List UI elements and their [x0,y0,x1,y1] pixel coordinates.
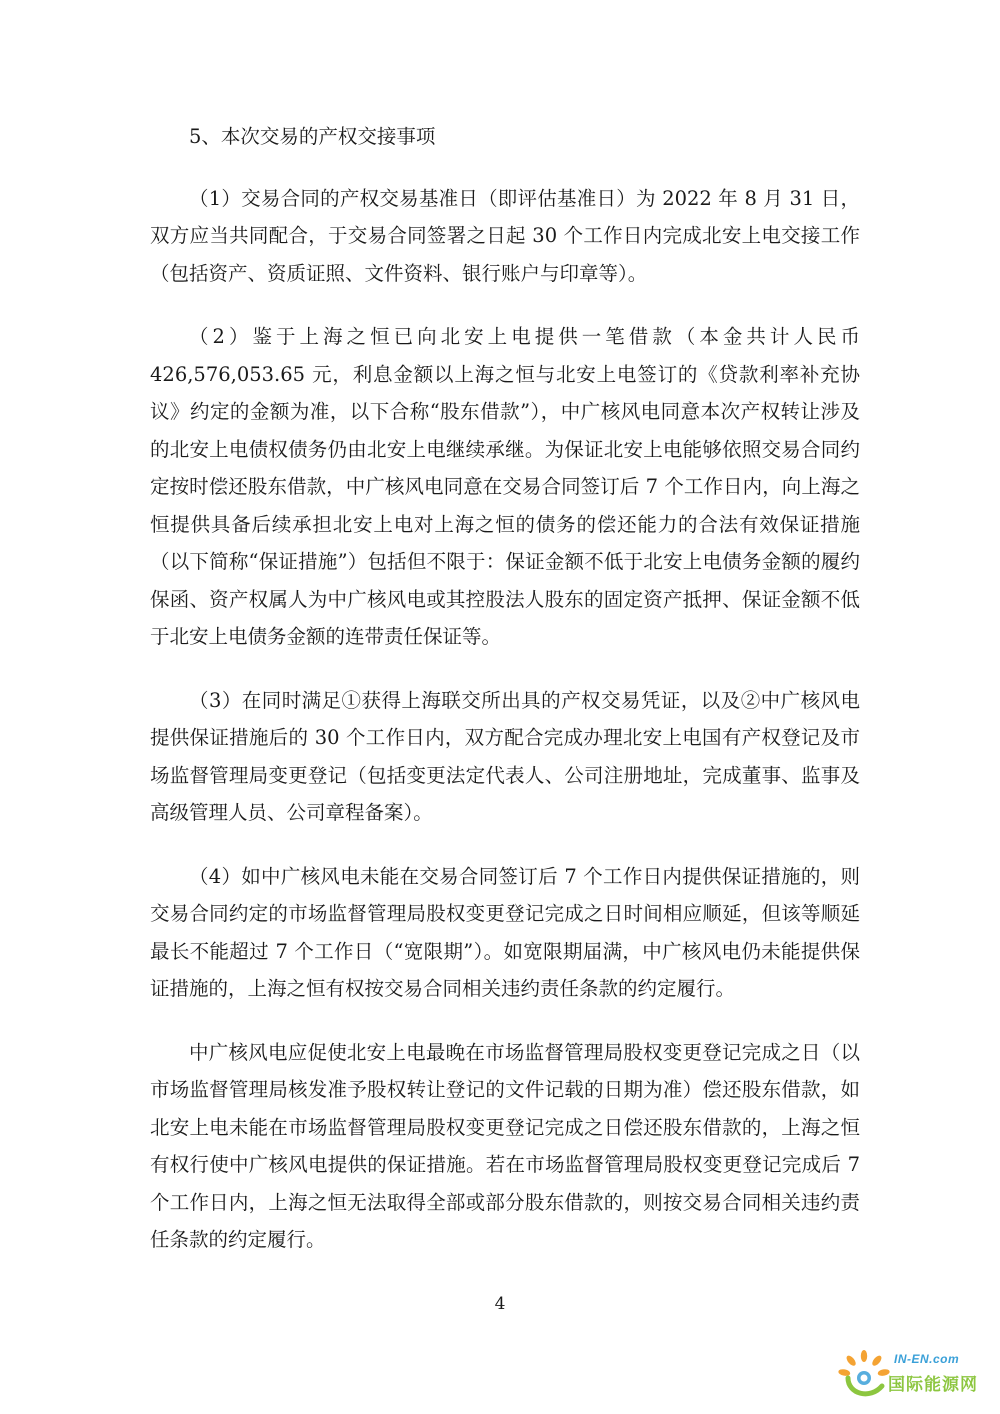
watermark-name: 国际能源网 [888,1375,978,1395]
watermark-site: IN-EN.com [894,1352,960,1366]
sun-flower-logo-icon [836,1348,892,1404]
document-body [150,118,860,1285]
section-heading: 5、本次交易的产权交接事项 [189,125,436,148]
paragraph-4: （4）如中广核风电未能在交易合同签订后 7 个工作日内提供保证措施的，则交易合同约定的市场监督管理局股权变更登记完成之日时间相应顺延，但该等顺延最长不能超过 7 个工作日（“宽限期”）。如宽限期届满，中广核风电仍未能提供保证措施的，上海之恒有权按交易合同相关违约责任条款的约定履行。 [150,864,860,1000]
paragraph-1: （1）交易合同的产权交易基准日（即评估基准日）为 2022 年 8 月 31 日，双方应当共同配合，于交易合同签署之日起 30 个工作日内完成北安上电交接工作（包括资产、资质证照、文件资料、银行账户与印章等）。 [150,186,860,285]
page-number: 4 [494,1294,506,1314]
paragraph-5: 中广核风电应促使北安上电最晚在市场监督管理局股权变更登记完成之日（以市场监督管理局核发准予股权转让登记的文件记载的日期为准）偿还股东借款，如北安上电未能在市场监督管理局股权变更登记完成之日偿还股东借款的，上海之恒有权行使中广核风电提供的保证措施。若在市场监督管理局股权变更登记完成后 7 个工作日内，上海之恒无法取得全部或部分股东借款的，则按交易合同相关违约责任条款的约定履行。 [150,1040,860,1251]
watermark [836,1346,986,1404]
paragraph-3: （3）在同时满足①获得上海联交所出具的产权交易凭证，以及②中广核风电提供保证措施后的 30 个工作日内，双方配合完成办理北安上电国有产权登记及市场监督管理局变更登记（包括变更法定代表人、公司注册地址，完成董事、监事及高级管理人员、公司章程备案）。 [150,688,860,824]
paragraph-2: （2）鉴于上海之恒已向北安上电提供一笔借款（本金共计人民币 426,576,053.65 元，利息金额以上海之恒与北安上电签订的《贷款利率补充协议》约定的金额为准，以下合称“股东借款”），中广核风电同意本次产权转让涉及的北安上电债权债务仍由北安上电继续承继。为保证北安上电能够依照交易合同约定按时偿还股东借款，中广核风电同意在交易合同签订后 7 个工作日内，向上海之恒提供具备后续承担北安上电对上海之恒的债务的偿还能力的合法有效保证措施（以下简称“保证措施”）包括但不限于：保证金额不低于北安上电债务金额的履约保函、资产权属人为中广核风电或其控股法人股东的固定资产抵押、保证金额不低于北安上电债务金额的连带责任保证等。 [150,325,860,648]
